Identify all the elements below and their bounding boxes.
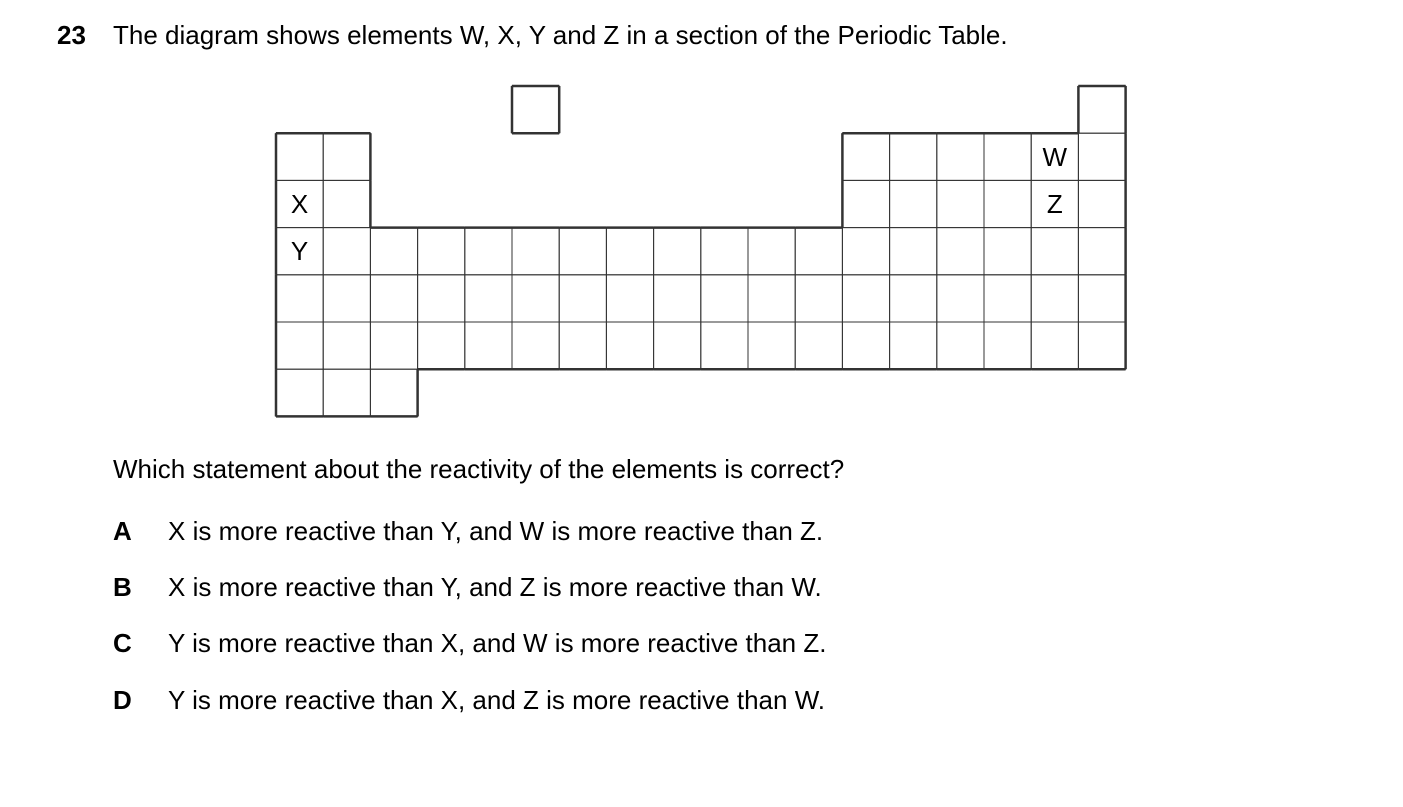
table-cell — [1078, 86, 1125, 133]
table-cell — [465, 275, 512, 322]
table-cell — [276, 369, 323, 416]
table-cell — [984, 275, 1031, 322]
question-stem: The diagram shows elements W, X, Y and Z in a section of the Periodic Table. — [113, 20, 1008, 50]
element-label-z: Z — [1046, 189, 1063, 219]
table-cell — [606, 322, 653, 369]
option-letter: D — [113, 685, 132, 715]
table-cell — [890, 133, 937, 180]
table-cell — [418, 275, 465, 322]
table-cell — [842, 180, 889, 227]
table-cell — [512, 228, 559, 275]
table-cell — [370, 228, 417, 275]
table-cell — [654, 228, 701, 275]
option-text: Y is more reactive than X, and Z is more reactive than W. — [168, 685, 826, 715]
table-cell — [937, 322, 984, 369]
option-letter: C — [113, 628, 132, 658]
table-cell — [937, 275, 984, 322]
table-cell — [323, 133, 370, 180]
table-cell — [418, 322, 465, 369]
table-cell — [418, 228, 465, 275]
table-cell — [1078, 228, 1125, 275]
table-cell — [701, 322, 748, 369]
table-cell — [1031, 322, 1078, 369]
table-cell — [701, 275, 748, 322]
table-cell — [654, 275, 701, 322]
element-label-w: W — [1042, 141, 1068, 172]
table-cell — [370, 322, 417, 369]
question-number: 23 — [57, 20, 86, 50]
table-cell — [748, 228, 795, 275]
table-cell — [1078, 275, 1125, 322]
option-text: X is more reactive than Y, and W is more reactive than Z. — [168, 516, 824, 546]
table-cell — [559, 275, 606, 322]
table-cell — [842, 133, 889, 180]
table-cell — [1031, 275, 1078, 322]
table-cell — [512, 322, 559, 369]
table-cell — [559, 322, 606, 369]
element-label-x: X — [290, 189, 309, 219]
table-cell — [984, 133, 1031, 180]
table-cell — [323, 369, 370, 416]
table-cell — [890, 228, 937, 275]
option-letter: B — [113, 572, 132, 602]
table-cell — [323, 275, 370, 322]
table-cell — [795, 275, 842, 322]
table-cell — [465, 228, 512, 275]
table-cell — [937, 228, 984, 275]
table-cell — [1078, 180, 1125, 227]
table-cell — [512, 86, 559, 133]
table-cell — [937, 180, 984, 227]
table-cell — [842, 322, 889, 369]
table-cell — [795, 228, 842, 275]
table-cell — [701, 228, 748, 275]
table-cell — [748, 322, 795, 369]
table-cell — [890, 180, 937, 227]
option-text: Y is more reactive than X, and W is more reactive than Z. — [168, 628, 827, 658]
table-cell — [984, 322, 1031, 369]
question-prompt: Which statement about the reactivity of the elements is correct? — [113, 454, 845, 484]
table-cell — [937, 133, 984, 180]
table-cell — [465, 322, 512, 369]
table-cell — [890, 322, 937, 369]
table-cell — [323, 180, 370, 227]
table-cell — [795, 322, 842, 369]
table-cell — [276, 322, 323, 369]
table-cell — [748, 275, 795, 322]
table-cell — [323, 322, 370, 369]
table-cell — [512, 275, 559, 322]
table-cell — [276, 133, 323, 180]
table-cell — [606, 275, 653, 322]
table-cell — [559, 228, 606, 275]
table-cell — [1078, 133, 1125, 180]
table-cell — [984, 228, 1031, 275]
table-cell — [984, 180, 1031, 227]
table-cell — [842, 228, 889, 275]
table-cell — [606, 228, 653, 275]
table-cell — [276, 275, 323, 322]
element-label-y: Y — [290, 236, 309, 267]
table-cell — [654, 322, 701, 369]
option-text: X is more reactive than Y, and Z is more reactive than W. — [168, 572, 822, 602]
grid-lines — [276, 86, 1126, 416]
table-cell — [1078, 322, 1125, 369]
element-labels — [291, 142, 1068, 266]
table-cell — [842, 275, 889, 322]
table-cell — [323, 228, 370, 275]
table-cell — [370, 369, 417, 416]
table-cell — [890, 275, 937, 322]
option-letter: A — [113, 516, 132, 546]
table-cell — [1031, 228, 1078, 275]
table-cell — [370, 275, 417, 322]
